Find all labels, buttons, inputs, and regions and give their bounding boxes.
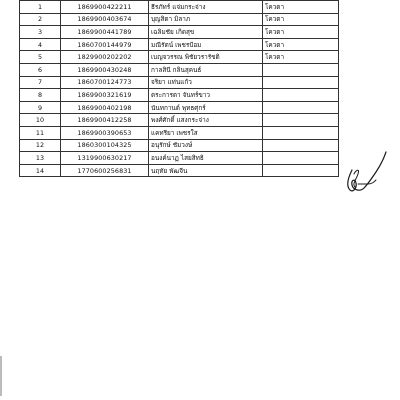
- student-name-cell: แคทรียา เพชรใส: [149, 126, 263, 139]
- citizen-id-cell: 1770600256831: [61, 164, 149, 177]
- row-number-cell: 8: [20, 89, 61, 102]
- row-number-cell: 1: [20, 1, 61, 14]
- row-number-cell: 4: [20, 38, 61, 51]
- student-name-cell: จริยา แท่นแก้ว: [149, 76, 263, 89]
- table-row: [20, 51, 339, 64]
- student-name-cell: เฉลิมชัย เกิดสุข: [149, 26, 263, 39]
- table-row: [20, 13, 339, 26]
- table-row: [20, 76, 339, 89]
- student-name-cell: นฤทัย พัฒจีน: [149, 164, 263, 177]
- note-cell: โควตา: [263, 38, 339, 51]
- student-name-cell: อนงค์นาฏ ไสยสิทธิ: [149, 152, 263, 165]
- row-number-cell: 2: [20, 13, 61, 26]
- note-cell: โควตา: [263, 13, 339, 26]
- row-number-cell: 10: [20, 114, 61, 127]
- row-number-cell: 6: [20, 63, 61, 76]
- citizen-id-cell: 1860300104325: [61, 139, 149, 152]
- note-cell: โควตา: [263, 1, 339, 14]
- citizen-id-cell: 1860700124773: [61, 76, 149, 89]
- student-name-cell: กาลสินี กลินสุคนธ์: [149, 63, 263, 76]
- scan-edge-mark: [0, 356, 3, 396]
- student-name-cell: พงศ์ศักดิ์ แสงกระจ่าง: [149, 114, 263, 127]
- table-row: [20, 152, 339, 165]
- citizen-id-cell: 1860700144979: [61, 38, 149, 51]
- table-row: [20, 1, 339, 14]
- roster-table-body: [20, 1, 339, 177]
- student-name-cell: เบญจวรรณ พิชัยวรารัชติ: [149, 51, 263, 64]
- note-cell: [263, 89, 339, 102]
- table-row: [20, 164, 339, 177]
- student-name-cell: ธีรภัทร์ แจ่มกระจ่าง: [149, 1, 263, 14]
- row-number-cell: 12: [20, 139, 61, 152]
- note-cell: [263, 114, 339, 127]
- student-name-cell: มณีรัตน์ เพชรป้อม: [149, 38, 263, 51]
- citizen-id-cell: 1869900422211: [61, 1, 149, 14]
- citizen-id-cell: 1869900390653: [61, 126, 149, 139]
- table-row: [20, 139, 339, 152]
- citizen-id-cell: 1869900412258: [61, 114, 149, 127]
- student-name-cell: บุญสิตา มิลาภ: [149, 13, 263, 26]
- table-row: [20, 89, 339, 102]
- row-number-cell: 13: [20, 152, 61, 165]
- table-row: [20, 26, 339, 39]
- note-cell: [263, 126, 339, 139]
- handwritten-signature: [338, 150, 388, 196]
- citizen-id-cell: 1869900403674: [61, 13, 149, 26]
- student-name-cell: ตระการตา จันทร์ขาว: [149, 89, 263, 102]
- citizen-id-cell: 1319900630217: [61, 152, 149, 165]
- note-cell: [263, 76, 339, 89]
- table-row: [20, 101, 339, 114]
- student-roster-table: [19, 0, 339, 177]
- student-name-cell: อนุรักษ์ ชัมวงษ์: [149, 139, 263, 152]
- citizen-id-cell: 1869900321619: [61, 89, 149, 102]
- row-number-cell: 14: [20, 164, 61, 177]
- note-cell: [263, 63, 339, 76]
- citizen-id-cell: 1869900441789: [61, 26, 149, 39]
- table-row: [20, 63, 339, 76]
- student-name-cell: นันทกานต์ พุทธศุกร์: [149, 101, 263, 114]
- citizen-id-cell: 1869900430248: [61, 63, 149, 76]
- table-row: [20, 38, 339, 51]
- note-cell: [263, 139, 339, 152]
- note-cell: [263, 101, 339, 114]
- row-number-cell: 9: [20, 101, 61, 114]
- citizen-id-cell: 1829900202202: [61, 51, 149, 64]
- note-cell: โควตา: [263, 51, 339, 64]
- row-number-cell: 3: [20, 26, 61, 39]
- row-number-cell: 5: [20, 51, 61, 64]
- note-cell: โควตา: [263, 26, 339, 39]
- row-number-cell: 7: [20, 76, 61, 89]
- row-number-cell: 11: [20, 126, 61, 139]
- citizen-id-cell: 1869900402198: [61, 101, 149, 114]
- note-cell: [263, 152, 339, 165]
- note-cell: [263, 164, 339, 177]
- table-row: [20, 114, 339, 127]
- table-row: [20, 126, 339, 139]
